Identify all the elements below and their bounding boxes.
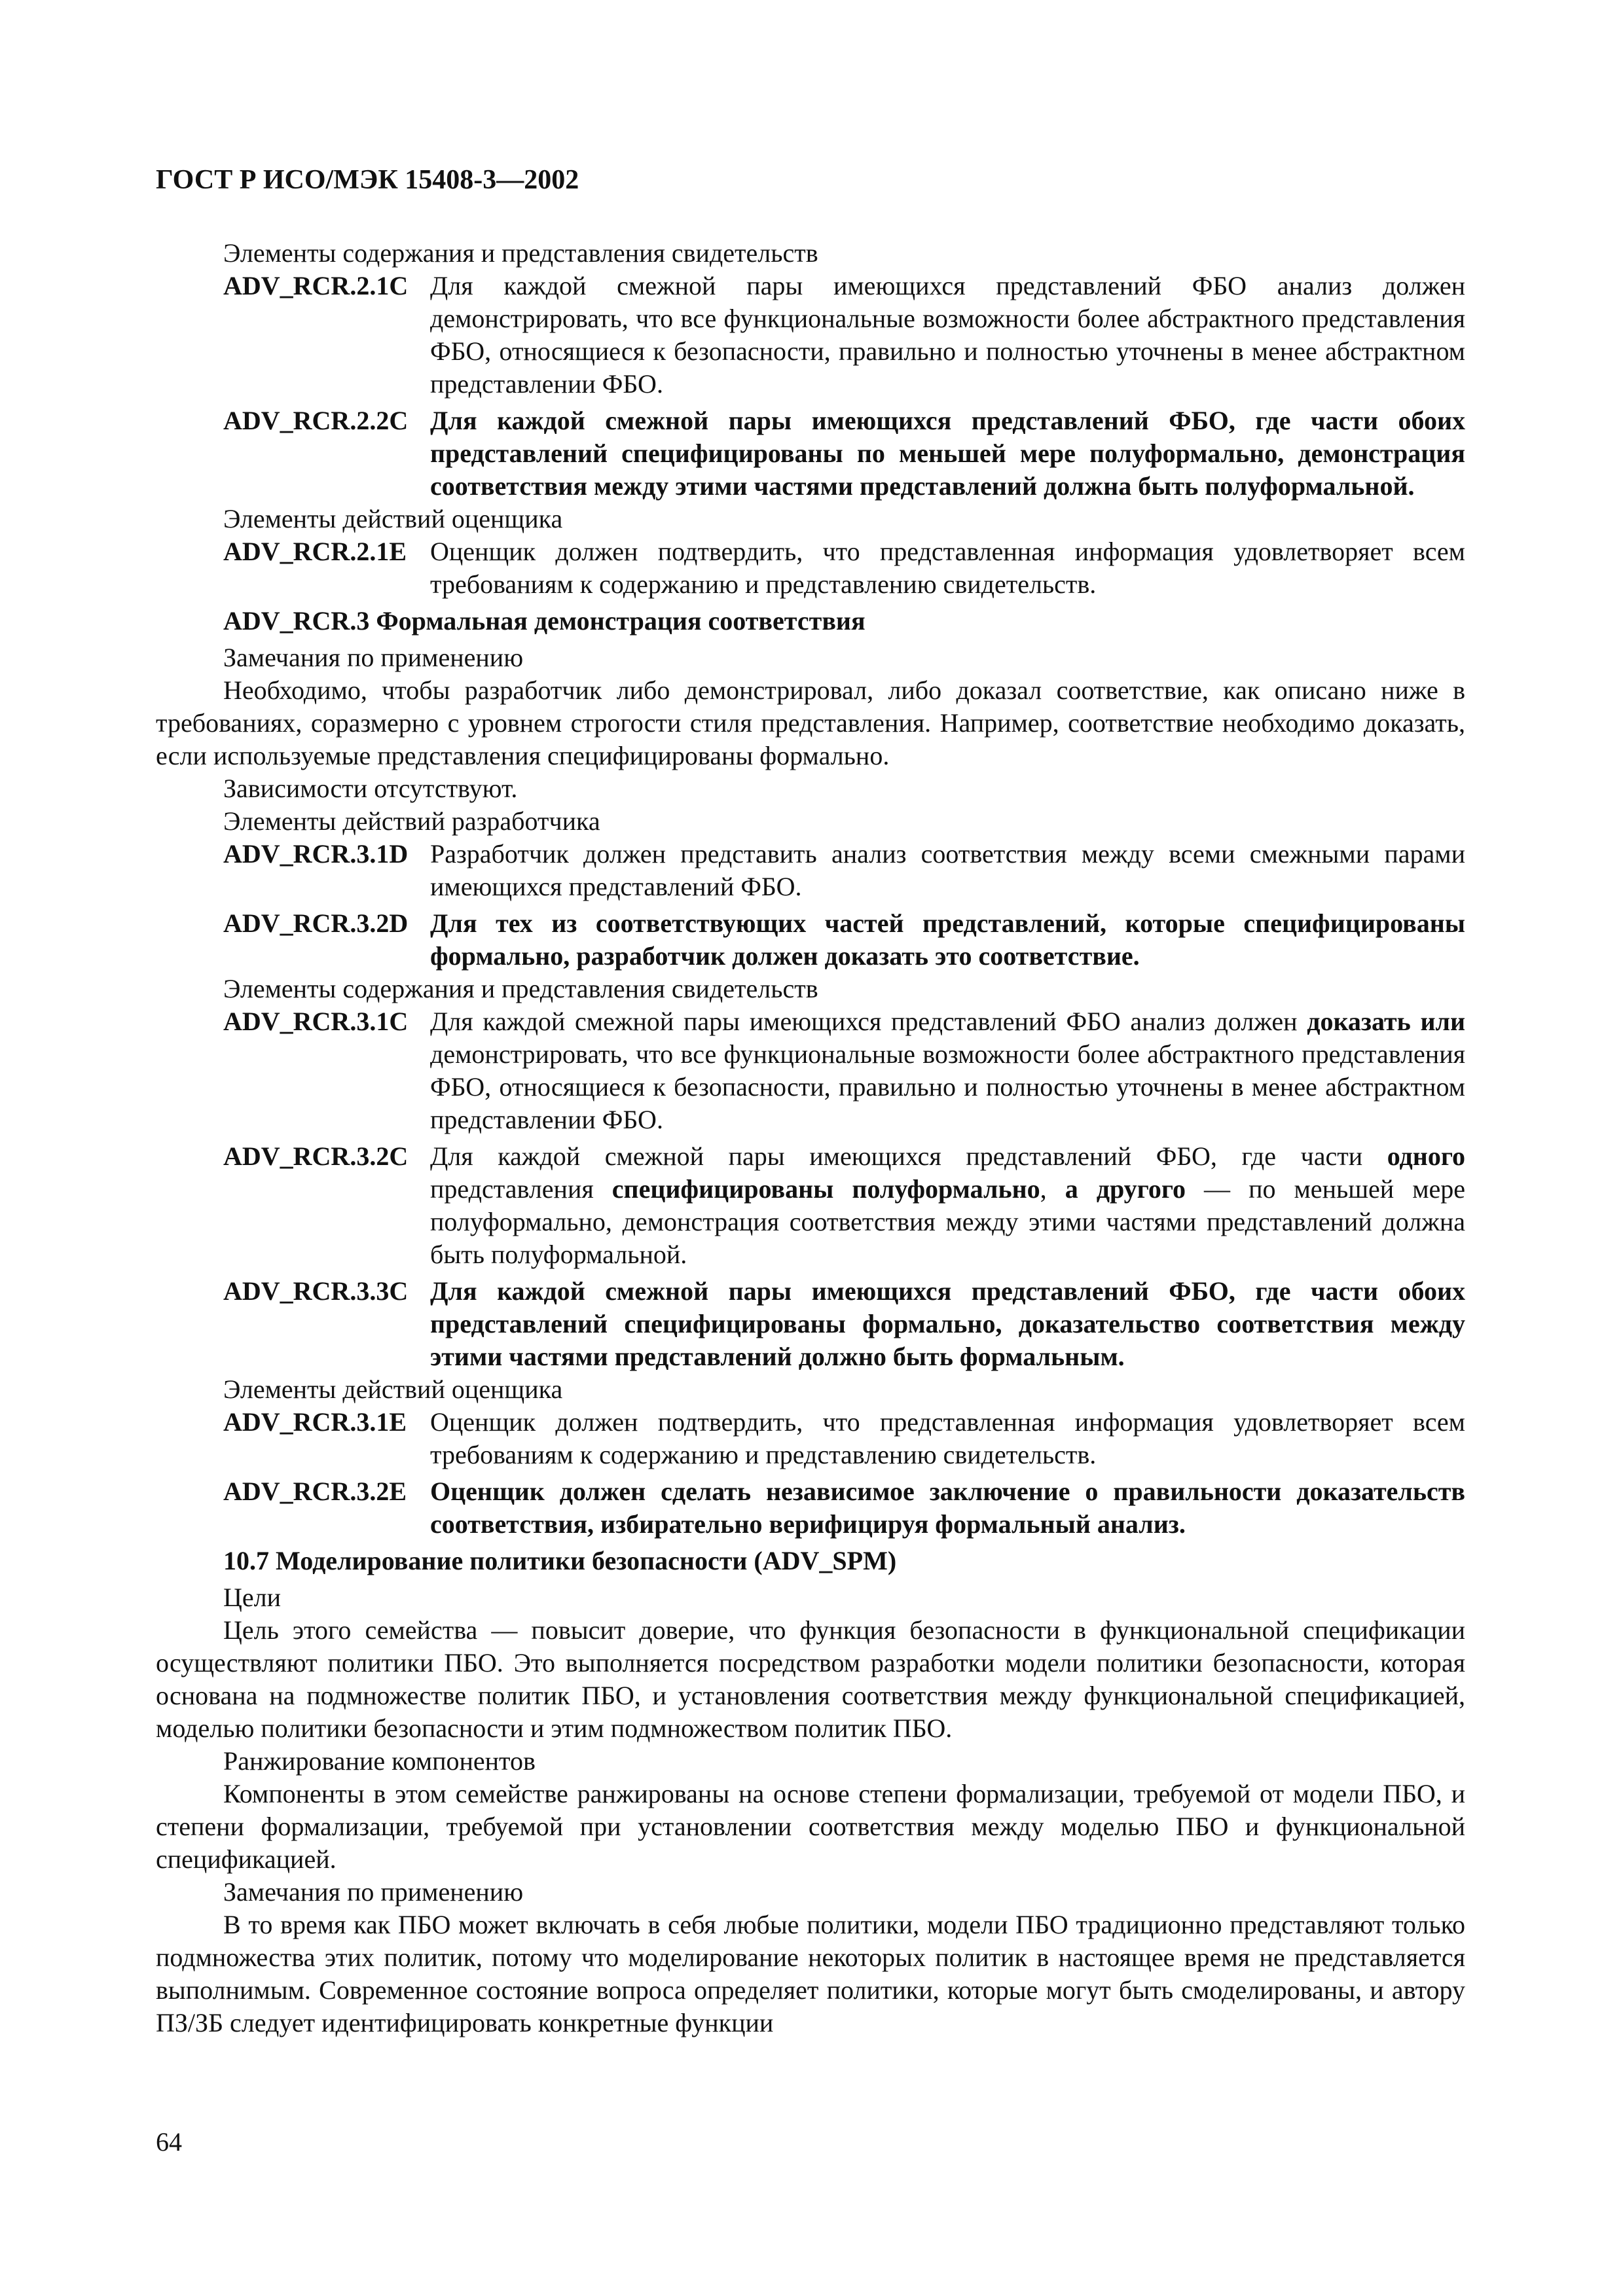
text-part: ,: [1040, 1174, 1065, 1204]
requirement-text: Оценщик должен подтвердить, что представленная информация удовлетворяет всем требованиям к содержанию и представлению свидетельств.: [430, 537, 1465, 599]
section-title-adv-spm: 10.7 Моделирование политики безопасности (ADV_SPM): [223, 1546, 897, 1575]
requirement-code: ADV_RCR.3.1C: [223, 1007, 409, 1036]
subheading-developer-actions: Элементы действий разработчика: [223, 806, 600, 836]
requirement-text: Для каждой смежной пары имеющихся представлений ФБО анализ должен демонстрировать, что все функциональные возможности более абстрактного представления ФБО, относящиеся к безопасности, правильно и полностью уточнены в менее абстрактном представлении ФБО.: [430, 271, 1465, 399]
requirement-adv-rcr-3-2c: [156, 1140, 1465, 1271]
page-number: 64: [156, 2127, 182, 2157]
requirement-code: ADV_RCR.3.1D: [223, 839, 409, 869]
requirement-adv-rcr-3-2d: [156, 907, 1465, 973]
subheading-evaluator-actions: Элементы действий оценщика: [223, 504, 563, 533]
subheading-evaluator-actions-2: Элементы действий оценщика: [223, 1374, 563, 1404]
paragraph-component-levelling: Компоненты в этом семействе ранжированы на основе степени формализации, требуемой от модели ПБО, и степени формализации, требуемой при установлении соответствия между моделью ПБО и функциональной спецификацией.: [156, 1779, 1465, 1874]
requirement-code: ADV_RCR.3.2E: [223, 1477, 407, 1506]
requirement-adv-rcr-2-1c: [156, 270, 1465, 401]
paragraph-objectives: Цель этого семейства — повысит доверие, что функция безопасности в функциональной спецификации осуществляют политики ПБО. Это выполняется посредством разработки модели политики безопасности, которая основана на подмножестве политик ПБО, и установления соответствия между функциональной спецификацией, моделью политики безопасности и этим подмножеством политик ПБО.: [156, 1615, 1465, 1743]
requirement-text: Оценщик должен подтвердить, что представленная информация удовлетворяет всем требованиям к содержанию и представлению свидетельств.: [430, 1407, 1465, 1469]
requirement-adv-rcr-3-2e: [156, 1475, 1465, 1541]
text-bold-part: доказать или: [1307, 1007, 1465, 1036]
subheading-application-notes-2: Замечания по применению: [223, 1877, 524, 1907]
text-bold-part: специфицированы полуформально: [611, 1174, 1040, 1204]
requirement-text: [430, 1140, 1465, 1271]
page-content: [156, 237, 1465, 2039]
subheading-content-elements: Элементы содержания и представления свидетельств: [223, 238, 818, 268]
text-part: представления: [430, 1174, 612, 1204]
requirement-text: Для каждой смежной пары имеющихся представлений ФБО, где части обоих представлений специфицированы по меньшей мере полуформально, демонстрация соответствия между этими частями представлений должна быть полуформальной.: [430, 406, 1465, 501]
text-part: — по меньшей мере полуформально, демонстрация соответствия между этими частями представлений должна быть полуформальной.: [430, 1174, 1466, 1269]
requirement-code: ADV_RCR.3.2C: [223, 1141, 409, 1171]
subheading-objectives: Цели: [223, 1583, 282, 1612]
requirement-code: ADV_RCR.2.1E: [223, 537, 407, 566]
subheading-content-elements-2: Элементы содержания и представления свидетельств: [223, 974, 818, 1003]
section-title-adv-rcr-3: ADV_RCR.3 Формальная демонстрация соответствия: [223, 606, 866, 636]
text-part: Для каждой смежной пары имеющихся представлений ФБО анализ должен: [430, 1007, 1307, 1036]
requirement-code: ADV_RCR.2.2C: [223, 406, 409, 435]
requirement-adv-rcr-3-3c: [156, 1275, 1465, 1373]
requirement-text: Для тех из соответствующих частей представлений, которые специфицированы формально, разработчик должен доказать это соответствие.: [430, 908, 1465, 971]
requirement-adv-rcr-3-1c: [156, 1005, 1465, 1136]
requirement-adv-rcr-2-1e: [156, 535, 1465, 601]
paragraph-application-notes-2: В то время как ПБО может включать в себя любые политики, модели ПБО традиционно представляют только подмножества этих политик, потому что моделирование некоторых политик в настоящее время не представляется выполнимым. Современное состояние вопроса определяет политики, которые могут быть смоделированы, и автору ПЗ/ЗБ следует идентифицировать конкретные функции: [156, 1910, 1465, 2037]
text-bold-part: одного: [1387, 1141, 1465, 1171]
requirement-adv-rcr-3-1d: [156, 838, 1465, 903]
requirement-adv-rcr-2-2c: [156, 404, 1465, 503]
text-bold-part: а другого: [1065, 1174, 1186, 1204]
subheading-dependencies: Зависимости отсутствуют.: [223, 774, 518, 803]
requirement-code: ADV_RCR.3.2D: [223, 908, 409, 938]
requirement-text: Для каждой смежной пары имеющихся представлений ФБО, где части обоих представлений специфицированы формально, доказательство соответствия между этими частями представлений должно быть формальным.: [430, 1276, 1465, 1371]
requirement-text: [430, 1005, 1465, 1136]
requirement-text: Разработчик должен представить анализ соответствия между всеми смежными парами имеющихся представлений ФБО.: [430, 839, 1465, 901]
requirement-code: ADV_RCR.2.1C: [223, 271, 409, 300]
subheading-application-notes: Замечания по применению: [223, 643, 524, 672]
requirement-code: ADV_RCR.3.1E: [223, 1407, 407, 1437]
paragraph-application-notes: Необходимо, чтобы разработчик либо демонстрировал, либо доказал соответствие, как описано ниже в требованиях, соразмерно с уровнем строгости стиля представления. Например, соответствие необходимо доказать, если используемые представления специфицированы формально.: [156, 675, 1465, 770]
subheading-component-levelling: Ранжирование компонентов: [223, 1746, 536, 1776]
requirement-adv-rcr-3-1e: [156, 1406, 1465, 1471]
document-header: ГОСТ Р ИСО/МЭК 15408-3—2002: [156, 165, 579, 195]
requirement-text: Оценщик должен сделать независимое заключение о правильности доказательств соответствия, избирательно верифицируя формальный анализ.: [430, 1477, 1465, 1539]
text-part: демонстрировать, что все функциональные возможности более абстрактного представления ФБО, относящиеся к безопасности, правильно и полностью уточнены в менее абстрактном представлении ФБО.: [430, 1039, 1465, 1134]
text-part: Для каждой смежной пары имеющихся представлений ФБО, где части: [430, 1141, 1387, 1171]
requirement-code: ADV_RCR.3.3C: [223, 1276, 409, 1306]
